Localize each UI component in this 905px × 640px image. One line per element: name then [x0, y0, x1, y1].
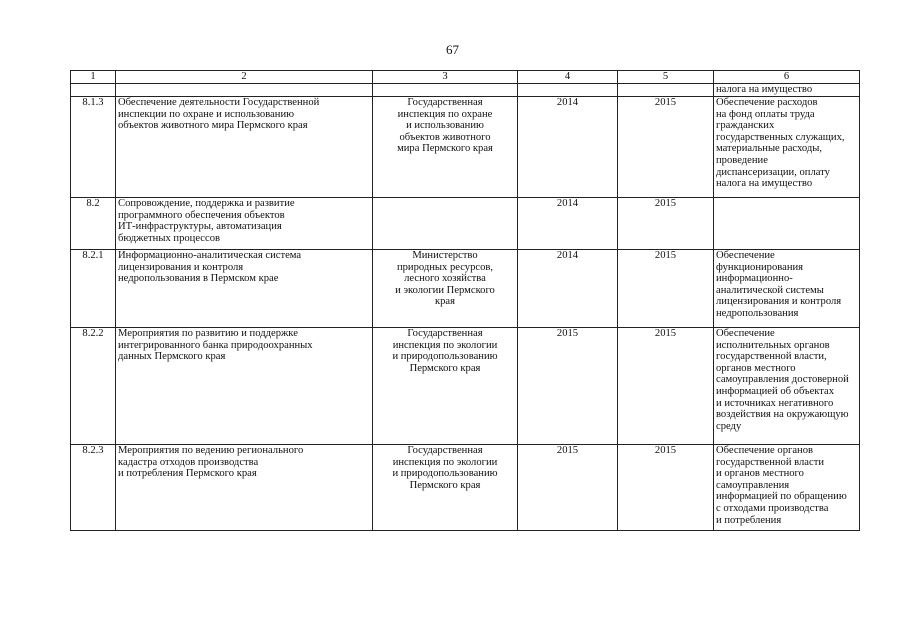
activity-name: [116, 250, 373, 328]
cell-line: объектов животного мира Пермского края: [118, 120, 308, 132]
cell-line: и использованию: [406, 120, 484, 132]
cell-line: Государственная: [407, 445, 483, 456]
cell-line: с отходами производства: [716, 502, 829, 514]
cell-line: лицензирования и контроля: [118, 261, 244, 273]
cell-line: исполнительных органов: [716, 339, 830, 351]
cell-line: налога на имущество: [716, 178, 813, 190]
continuation-row: [71, 84, 860, 97]
page-number: 67: [446, 42, 459, 57]
cell-line: Обеспечение: [716, 328, 775, 339]
table-row: [71, 198, 860, 250]
column-header: 3: [373, 71, 518, 84]
cell-line: инспекции по охране и использованию: [118, 108, 295, 120]
cell-line: государственных служащих,: [716, 131, 845, 143]
cell-line: функционирования: [716, 261, 804, 273]
cell-line: данных Пермского края: [118, 351, 226, 363]
cell-line: гражданских: [716, 120, 775, 132]
cell-line: материальные расходы,: [716, 143, 823, 155]
executor: [373, 250, 518, 328]
cell-line: недропользования в Пермском крае: [118, 273, 279, 285]
table-row: [71, 250, 860, 328]
cell-line: края: [434, 296, 456, 308]
expected-result: [714, 250, 860, 328]
cell-line: на фонд оплаты труда: [716, 108, 815, 120]
executor: [373, 97, 518, 198]
cell-line: ИТ-инфраструктуры, автоматизация: [118, 221, 282, 233]
continuation-text: налога на имущество: [714, 84, 860, 97]
table-header-row: [71, 71, 860, 84]
cell-line: и органов местного: [716, 468, 804, 480]
cell-line: органов местного: [716, 362, 796, 374]
cell-line: объектов животного: [399, 131, 491, 143]
row-number: 8.2.3: [71, 445, 116, 531]
cell-line: государственной власти,: [716, 351, 827, 363]
cell-line: Обеспечение органов: [716, 445, 814, 456]
table-body: [71, 97, 860, 531]
cell-line: и потребления: [716, 514, 782, 526]
cell-line: среду: [716, 420, 742, 432]
activity-name: [116, 445, 373, 531]
cell-line: и экологии Пермского: [395, 284, 495, 296]
expected-result: [714, 445, 860, 531]
cell-line: и природопользованию: [392, 351, 498, 363]
end-year: 2015: [618, 445, 714, 531]
cell-line: Мероприятия по ведению регионального: [118, 445, 304, 456]
cell-line: самоуправления: [716, 479, 790, 491]
cell-line: и источниках негативного: [716, 397, 834, 409]
cell-line: лесного хозяйства: [404, 273, 486, 285]
column-header: 5: [618, 71, 714, 84]
cell-line: Обеспечение: [716, 250, 775, 261]
start-year: 2014: [518, 250, 618, 328]
cell-line: государственной власти: [716, 456, 825, 468]
row-number: 8.2.1: [71, 250, 116, 328]
executor: [373, 445, 518, 531]
cell-line: интегрированного банка природоохранных: [118, 339, 313, 351]
cell-line: информационно-: [716, 273, 793, 285]
cell-line: воздействия на окружающую: [716, 409, 849, 421]
column-header: 4: [518, 71, 618, 84]
start-year: 2015: [518, 328, 618, 445]
row-number: 8.1.3: [71, 97, 116, 198]
cell-line: Пермского края: [409, 479, 481, 491]
cell-line: Обеспечение деятельности Государственной: [118, 97, 320, 108]
row-number: 8.2: [71, 198, 116, 250]
table-row: [71, 328, 860, 445]
cell-line: Сопровождение, поддержка и развитие: [118, 198, 295, 209]
cell-line: информацией об объектах: [716, 385, 835, 397]
cell-line: инспекция по экологии: [392, 456, 498, 468]
cell-line: кадастра отходов производства: [118, 456, 259, 468]
cell-line: бюджетных процессов: [118, 232, 221, 244]
cell-line: диспансеризации, оплату: [716, 166, 830, 178]
cell-line: Пермского края: [409, 362, 481, 374]
cell-line: и потребления Пермского края: [118, 468, 257, 480]
column-header: 1: [71, 71, 116, 84]
table-row: [71, 445, 860, 531]
executor: [373, 328, 518, 445]
table-row: [71, 97, 860, 198]
start-year: 2014: [518, 198, 618, 250]
cell-line: самоуправления достоверной: [716, 374, 849, 386]
cell-line: инспекция по охране: [397, 108, 493, 120]
column-header: 2: [116, 71, 373, 84]
activity-name: [116, 328, 373, 445]
row-number: 8.2.2: [71, 328, 116, 445]
activity-name: [116, 97, 373, 198]
end-year: 2015: [618, 198, 714, 250]
cell-line: проведение: [716, 154, 768, 166]
activity-name: [116, 198, 373, 250]
cell-line: Мероприятия по развитию и поддержке: [118, 328, 298, 339]
cell-line: мира Пермского края: [397, 143, 493, 155]
executor: [373, 198, 518, 250]
cell-line: лицензирования и контроля: [716, 296, 842, 308]
activities-table: [70, 70, 860, 531]
expected-result: [714, 198, 860, 250]
expected-result: [714, 97, 860, 198]
start-year: 2014: [518, 97, 618, 198]
cell-line: информацией по обращению: [716, 491, 847, 503]
expected-result: [714, 328, 860, 445]
end-year: 2015: [618, 328, 714, 445]
cell-line: недропользования: [716, 307, 799, 319]
cell-line: инспекция по экологии: [392, 339, 498, 351]
start-year: 2015: [518, 445, 618, 531]
end-year: 2015: [618, 250, 714, 328]
cell-line: Обеспечение расходов: [716, 97, 818, 108]
cell-line: и природопользованию: [392, 468, 498, 480]
cell-line: аналитической системы: [716, 284, 824, 296]
cell-line: Министерство: [412, 250, 478, 261]
cell-line: Государственная: [407, 97, 483, 108]
cell-line: Информационно-аналитическая система: [118, 250, 302, 261]
cell-line: программного обеспечения объектов: [118, 209, 285, 221]
end-year: 2015: [618, 97, 714, 198]
cell-line: природных ресурсов,: [396, 261, 494, 273]
column-header: 6: [714, 71, 860, 84]
cell-line: Государственная: [407, 328, 483, 339]
